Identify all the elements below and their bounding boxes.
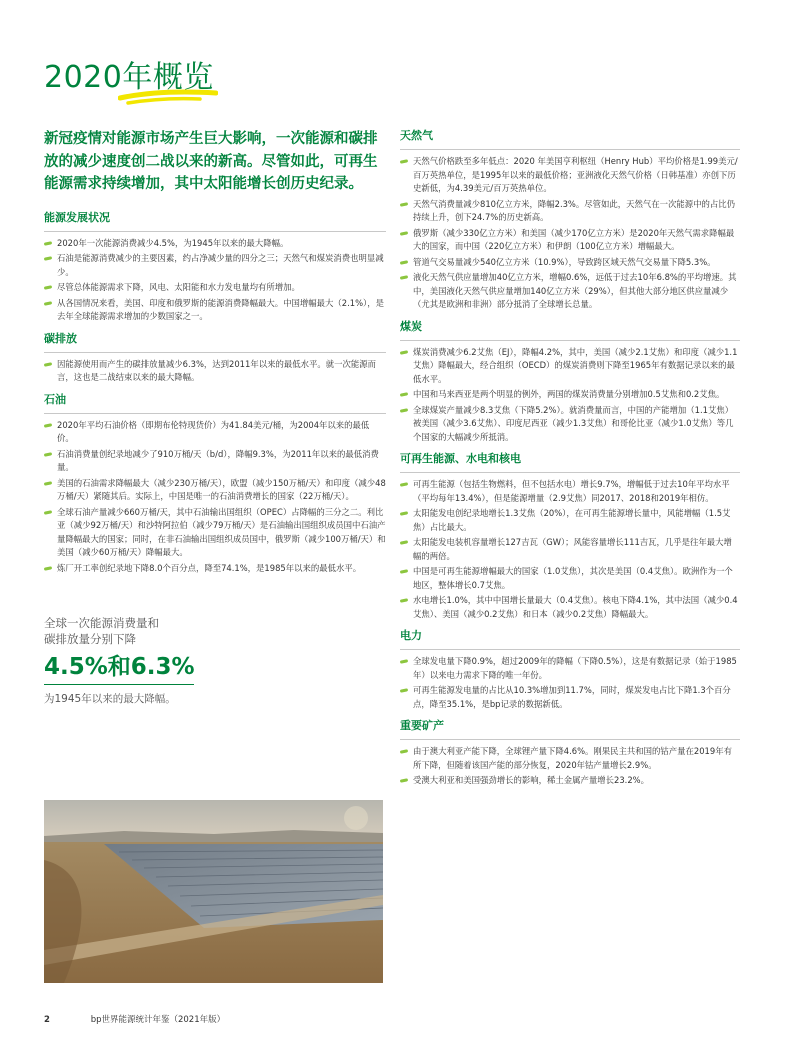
bullet-dash-icon xyxy=(400,482,408,487)
section-heading: 煤炭 xyxy=(400,319,422,333)
bullet-dash-icon xyxy=(44,241,52,246)
bullet-item xyxy=(400,594,740,621)
section-divider xyxy=(44,413,386,414)
stat-callout xyxy=(44,615,386,706)
bullet-list xyxy=(44,237,386,324)
section-heading: 碳排放 xyxy=(44,331,77,345)
bullet-list xyxy=(400,478,740,621)
bullet-text: 2020年平均石油价格（即期布伦特现货价）为41.84美元/桶，为2004年以来的最低价。 xyxy=(57,419,370,443)
bullet-dash-icon xyxy=(400,778,408,783)
bullet-dash-icon xyxy=(400,350,408,355)
bullet-item xyxy=(44,281,386,295)
bullet-dash-icon xyxy=(44,510,52,515)
bullet-list xyxy=(44,419,386,576)
bullet-text: 太阳能发电装机容量增长127吉瓦（GW）；风能容量增长111吉瓦，几乎是往年最大增幅的两倍。 xyxy=(413,537,732,561)
section-divider xyxy=(400,149,740,150)
bullet-dash-icon xyxy=(44,256,52,261)
bullet-list xyxy=(400,655,740,711)
section-divider xyxy=(44,352,386,353)
bullet-dash-icon xyxy=(44,423,52,428)
section-divider xyxy=(400,739,740,740)
section-divider xyxy=(400,340,740,341)
bullet-dash-icon xyxy=(400,749,408,754)
bullet-item xyxy=(400,536,740,563)
bullet-text: 可再生能源发电量的占比从10.3%增加到11.7%，同时，煤炭发电占比下降1.3个百分点，降至35.1%，是bp记录的数据新低。 xyxy=(413,685,731,709)
bullet-item xyxy=(400,774,740,788)
section-heading: 石油 xyxy=(44,392,66,406)
bullet-item xyxy=(400,655,740,682)
bullet-dash-icon xyxy=(400,688,408,693)
bullet-item xyxy=(44,448,386,475)
section-heading: 重要矿产 xyxy=(400,719,444,732)
page-title: 2020年概览 xyxy=(44,60,214,95)
bullet-dash-icon xyxy=(44,566,52,571)
bullet-text: 中国和马来西亚是两个明显的例外，两国的煤炭消费量分别增加0.5艾焦和0.2艾焦。 xyxy=(413,389,725,399)
bullet-text: 太阳能发电创纪录地增长1.3艾焦（20%），在可再生能源增长量中，风能增幅（1.5艾焦）占比最大。 xyxy=(413,508,731,532)
bullet-item xyxy=(400,745,740,772)
bullet-item xyxy=(44,358,386,385)
bullet-text: 全球发电量下降0.9%，超过2009年的降幅（下降0.5%），这是有数据记录（始于1985年）以来电力需求下降的唯一年份。 xyxy=(413,656,737,680)
bullet-dash-icon xyxy=(44,452,52,457)
page-footer xyxy=(44,1013,225,1025)
bullet-text: 俄罗斯（减少330亿立方米）和美国（减少170亿立方米）是2020年天然气需求降幅最大的国家，而中国（220亿立方米）和伊朗（100亿立方米）增幅最大。 xyxy=(413,227,735,251)
bullet-dash-icon xyxy=(400,408,408,413)
stat-figure: 4.5%和6.3% xyxy=(44,654,195,680)
title-highlight-stroke xyxy=(118,86,218,106)
bullet-item xyxy=(400,155,740,196)
bullet-item xyxy=(400,198,740,225)
right-sections xyxy=(400,128,740,788)
bullet-item xyxy=(44,252,386,279)
bullet-text: 由于澳大利亚产能下降，全球锂产量下降4.6%。刚果民主共和国的钴产量在2019年有所下降，但随着该国产能的部分恢复，2020年钴产量增长2.9%。 xyxy=(413,746,732,770)
bullet-text: 天然气消费量减少810亿立方米，降幅2.3%。尽管如此，天然气在一次能源中的占比仍持续上升，创下24.7%的历史新高。 xyxy=(413,198,736,222)
publication-name: bp世界能源统计年鉴（2021年版） xyxy=(90,1015,226,1025)
bullet-item xyxy=(44,297,386,324)
section-divider xyxy=(400,472,740,473)
bullet-dash-icon xyxy=(400,392,408,397)
page-number: 2 xyxy=(44,1015,50,1025)
bullet-list xyxy=(400,155,740,312)
bullet-item xyxy=(400,256,740,270)
bullet-text: 受澳大利亚和美国强劲增长的影响，稀土金属产量增长23.2%。 xyxy=(413,775,649,785)
bullet-list xyxy=(400,745,740,788)
bullet-text: 液化天然气供应量增加40亿立方米，增幅0.6%，远低于过去10年6.8%的平均增速。其中，美国液化天然气供应量增加140亿立方米（29%），但其他大部分地区供应量减少（尤其是欧洲和非洲）部分抵消了全球增长总量。 xyxy=(413,272,737,309)
bullet-text: 美国的石油需求降幅最大（减少230万桶/天），欧盟（减少150万桶/天）和印度（减少48万桶/天）紧随其后。实际上，中国是唯一的石油消费增长的国家（22万桶/天）。 xyxy=(57,477,386,501)
right-column xyxy=(400,128,740,790)
bullet-item xyxy=(400,684,740,711)
bullet-text: 煤炭消费减少6.2艾焦（EJ），降幅4.2%，其中，美国（减少2.1艾焦）和印度（减少1.1艾焦）降幅最大，经合组织（OECD）的煤炭消费则下降至1965年有数据记录以来的最低水平。 xyxy=(413,346,738,384)
bullet-dash-icon xyxy=(400,159,408,164)
bullet-dash-icon xyxy=(400,569,408,574)
bullet-dash-icon xyxy=(44,362,52,367)
bullet-item xyxy=(400,507,740,534)
bullet-dash-icon xyxy=(400,202,408,207)
section-divider xyxy=(44,231,386,232)
bullet-text: 水电增长1.0%，其中中国增长量最大（0.4艾焦）。核电下降4.1%，其中法国（减少0.4艾焦）、美国（减少0.2艾焦）和日本（减少0.2艾焦）降幅最大。 xyxy=(413,595,738,619)
bullet-dash-icon xyxy=(400,275,408,280)
bullet-dash-icon xyxy=(400,598,408,603)
bullet-item xyxy=(400,388,740,402)
section-heading: 天然气 xyxy=(400,129,433,142)
section-divider xyxy=(400,649,740,650)
bullet-text: 管道气交易量减少540亿立方米（10.9%），导致跨区域天然气交易量下降5.3%。 xyxy=(413,256,716,267)
solar-farm-photo xyxy=(44,800,383,983)
bullet-item xyxy=(400,404,740,445)
bullet-text: 全球煤炭产量减少8.3艾焦（下降5.2%）。就消费量而言，中国的产能增加（1.1艾焦）被美国（减少3.6艾焦）、印度尼西亚（减少1.3艾焦）和哥伦比亚（减少1.0艾焦）等几个国家的大幅减少所抵消。 xyxy=(413,404,734,442)
bullet-dash-icon xyxy=(44,481,52,486)
bullet-text: 2020年一次能源消费减少4.5%，为1945年以来的最大降幅。 xyxy=(57,237,289,248)
bullet-list xyxy=(400,346,740,445)
bullet-item xyxy=(44,477,386,504)
bullet-item xyxy=(400,565,740,592)
bullet-text: 因能源使用而产生的碳排放量减少6.3%，达到2011年以来的最低水平。就一次能源而言，这也是二战结束以来的最大降幅。 xyxy=(57,358,376,382)
intro-paragraph: 新冠疫情对能源市场产生巨大影响，一次能源和碳排放的减少速度创二战以来的新高。尽管如此，可再生能源需求持续增加，其中太阳能增长创历史纪录。 xyxy=(44,131,378,192)
bullet-item xyxy=(400,478,740,505)
bullet-item xyxy=(400,227,740,254)
section-heading: 可再生能源、水电和核电 xyxy=(400,452,521,465)
bullet-text: 尽管总体能源需求下降，风电、太阳能和水力发电量均有所增加。 xyxy=(57,282,300,292)
bullet-item xyxy=(400,271,740,312)
bullet-text: 中国是可再生能源增幅最大的国家（1.0艾焦），其次是美国（0.4艾焦）。欧洲作为一个地区，整体增长0.7艾焦。 xyxy=(413,566,733,590)
bullet-list xyxy=(44,358,386,385)
bullet-item xyxy=(44,237,386,251)
bullet-dash-icon xyxy=(400,231,408,236)
bullet-dash-icon xyxy=(44,285,52,290)
bullet-text: 天然气价格跌至多年低点：2020 年美国亨利枢纽（Henry Hub）平均价格是1.99美元/百万英热单位，是1995年以来的最低价格；亚洲液化天然气价格（日韩基准）亦创下历史新低，为4.39美元/百万英热单位。 xyxy=(413,156,738,193)
bullet-text: 石油消费量创纪录地减少了910万桶/天（b/d），降幅9.3%，为2011年以来的最低消费量。 xyxy=(57,448,379,472)
bullet-text: 从各国情况来看，美国、印度和俄罗斯的能源消费降幅最大。中国增幅最大（2.1%），是去年全球能源需求增加的少数国家之一。 xyxy=(57,297,384,321)
bullet-text: 全球石油产量减少660万桶/天，其中石油输出国组织（OPEC）占降幅的三分之二。利比亚（减少92万桶/天）和沙特阿拉伯（减少79万桶/天）是石油输出国组织成员国中石油产量降幅最大的国家；同时，在非石油输出国组织成员国中，俄罗斯（减少100万桶/天）和美国（减少60万桶/天）降幅最大。 xyxy=(57,506,386,557)
bullet-text: 可再生能源（包括生物燃料，但不包括水电）增长9.7%，增幅低于过去10年平均水平（平均每年13.4%），但是能源增量（2.9艾焦）同2017、2018和2019年相仿。 xyxy=(413,479,730,503)
left-sections xyxy=(44,210,386,576)
bullet-text: 炼厂开工率创纪录地下降8.0个百分点，降至74.1%，是1985年以来的最低水平。 xyxy=(57,562,362,573)
stat-rule xyxy=(44,684,194,685)
bullet-item xyxy=(44,506,386,560)
section-heading: 电力 xyxy=(400,629,422,642)
section-heading: 能源发展状况 xyxy=(44,210,110,224)
bullet-item xyxy=(400,346,740,387)
bullet-text: 石油是能源消费减少的主要因素，约占净减少量的四分之三；天然气和煤炭消费也明显减少。 xyxy=(57,253,384,277)
stat-lead-text: 全球一次能源消费量和 碳排放量分别下降 xyxy=(44,616,159,646)
stat-note: 为1945年以来的最大降幅。 xyxy=(44,693,176,705)
bullet-item xyxy=(44,419,386,446)
bullet-dash-icon xyxy=(44,301,52,306)
bullet-dash-icon xyxy=(400,260,408,265)
bullet-item xyxy=(44,562,386,576)
solar-farm-illustration xyxy=(44,800,383,983)
left-column xyxy=(44,128,386,706)
bullet-dash-icon xyxy=(400,659,408,664)
bullet-dash-icon xyxy=(400,511,408,516)
bullet-dash-icon xyxy=(400,540,408,545)
